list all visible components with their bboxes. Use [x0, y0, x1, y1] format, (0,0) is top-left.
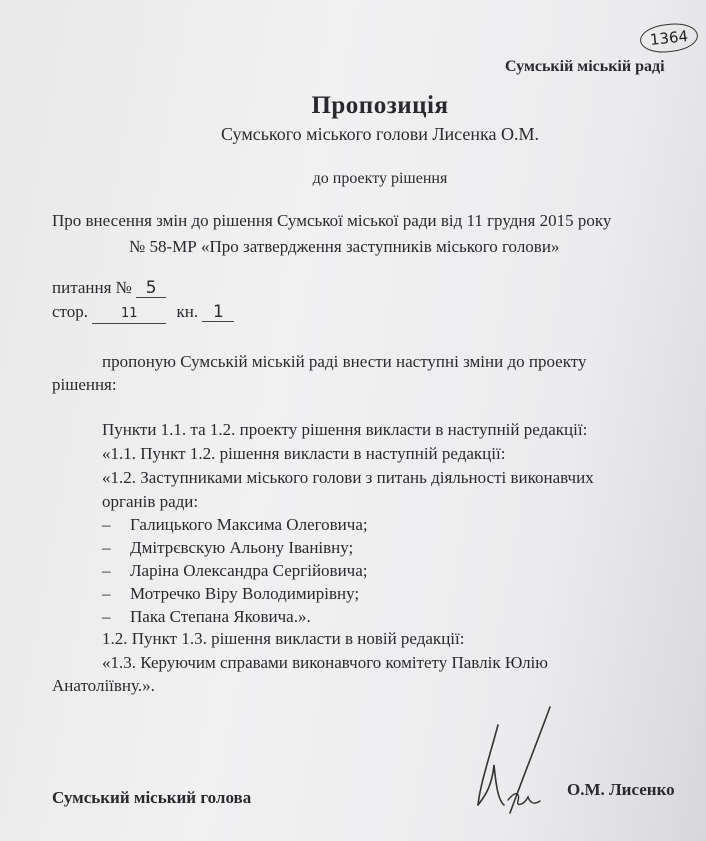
list-dash: – [102, 607, 111, 626]
question-value: 5 [136, 279, 166, 298]
paragraph-5-line-2: Анатоліївну.». [52, 676, 155, 695]
list-item: – Галицького Максима Олеговича; [102, 515, 368, 534]
list-item: – Пака Степана Яковича.». [102, 607, 311, 626]
list-item: – Дмітрєвскую Альону Іванівну; [102, 538, 354, 557]
list-dash: – [102, 538, 111, 557]
intro-line-1: пропоную Сумській міській раді внести наступні зміни до проекту [102, 352, 587, 371]
document-subtitle: Сумського міського голови Лисенка О.М. [221, 124, 539, 144]
registration-number-stamp: 1364 [639, 21, 700, 55]
handwritten-signature [470, 705, 560, 825]
signatory-position: Сумський міський голова [52, 788, 252, 807]
list-dash: – [102, 584, 111, 603]
document-title: Пропозиція [311, 92, 449, 119]
recipient: Сумській міській раді [505, 58, 665, 75]
about-line-2: № 58-МР «Про затвердження заступників міського голови» [129, 237, 560, 256]
list-item: – Мотречко Віру Володимирівну; [102, 584, 360, 603]
paragraph-3-line-2: органів ради: [102, 492, 199, 511]
about-line-1: Про внесення змін до рішення Сумської міської ради від 11 грудня 2015 року [52, 211, 612, 230]
paragraph-4: 1.2. Пункт 1.3. рішення викласти в новій редакції: [102, 629, 465, 648]
paragraph-3-line-1: «1.2. Заступниками міського голови з питань діяльності виконавчих [102, 468, 594, 487]
page-label: стор. [52, 302, 89, 321]
intro-line-2: рішення: [52, 375, 117, 394]
book-value: 1 [202, 303, 234, 322]
paragraph-5-line-1: «1.3. Керуючим справами виконавчого комітету Павлік Юлію [102, 653, 548, 672]
signatory-name: О.М. Лисенко [567, 780, 675, 799]
list-dash: – [102, 561, 111, 580]
paragraph-1: Пункти 1.1. та 1.2. проекту рішення викласти в наступній редакції: [102, 420, 588, 439]
page-book-field [52, 302, 234, 324]
book-label: кн. [176, 302, 199, 321]
to-project-caption: до проекту рішення [312, 170, 448, 187]
list-item: – Ларіна Олександра Сергійовича; [102, 561, 368, 580]
list-dash: – [102, 515, 111, 534]
paragraph-2: «1.1. Пункт 1.2. рішення викласти в наступній редакції: [102, 444, 506, 463]
page-value: 11 [92, 305, 166, 324]
question-field [52, 278, 166, 298]
question-label: питання № [52, 278, 132, 297]
